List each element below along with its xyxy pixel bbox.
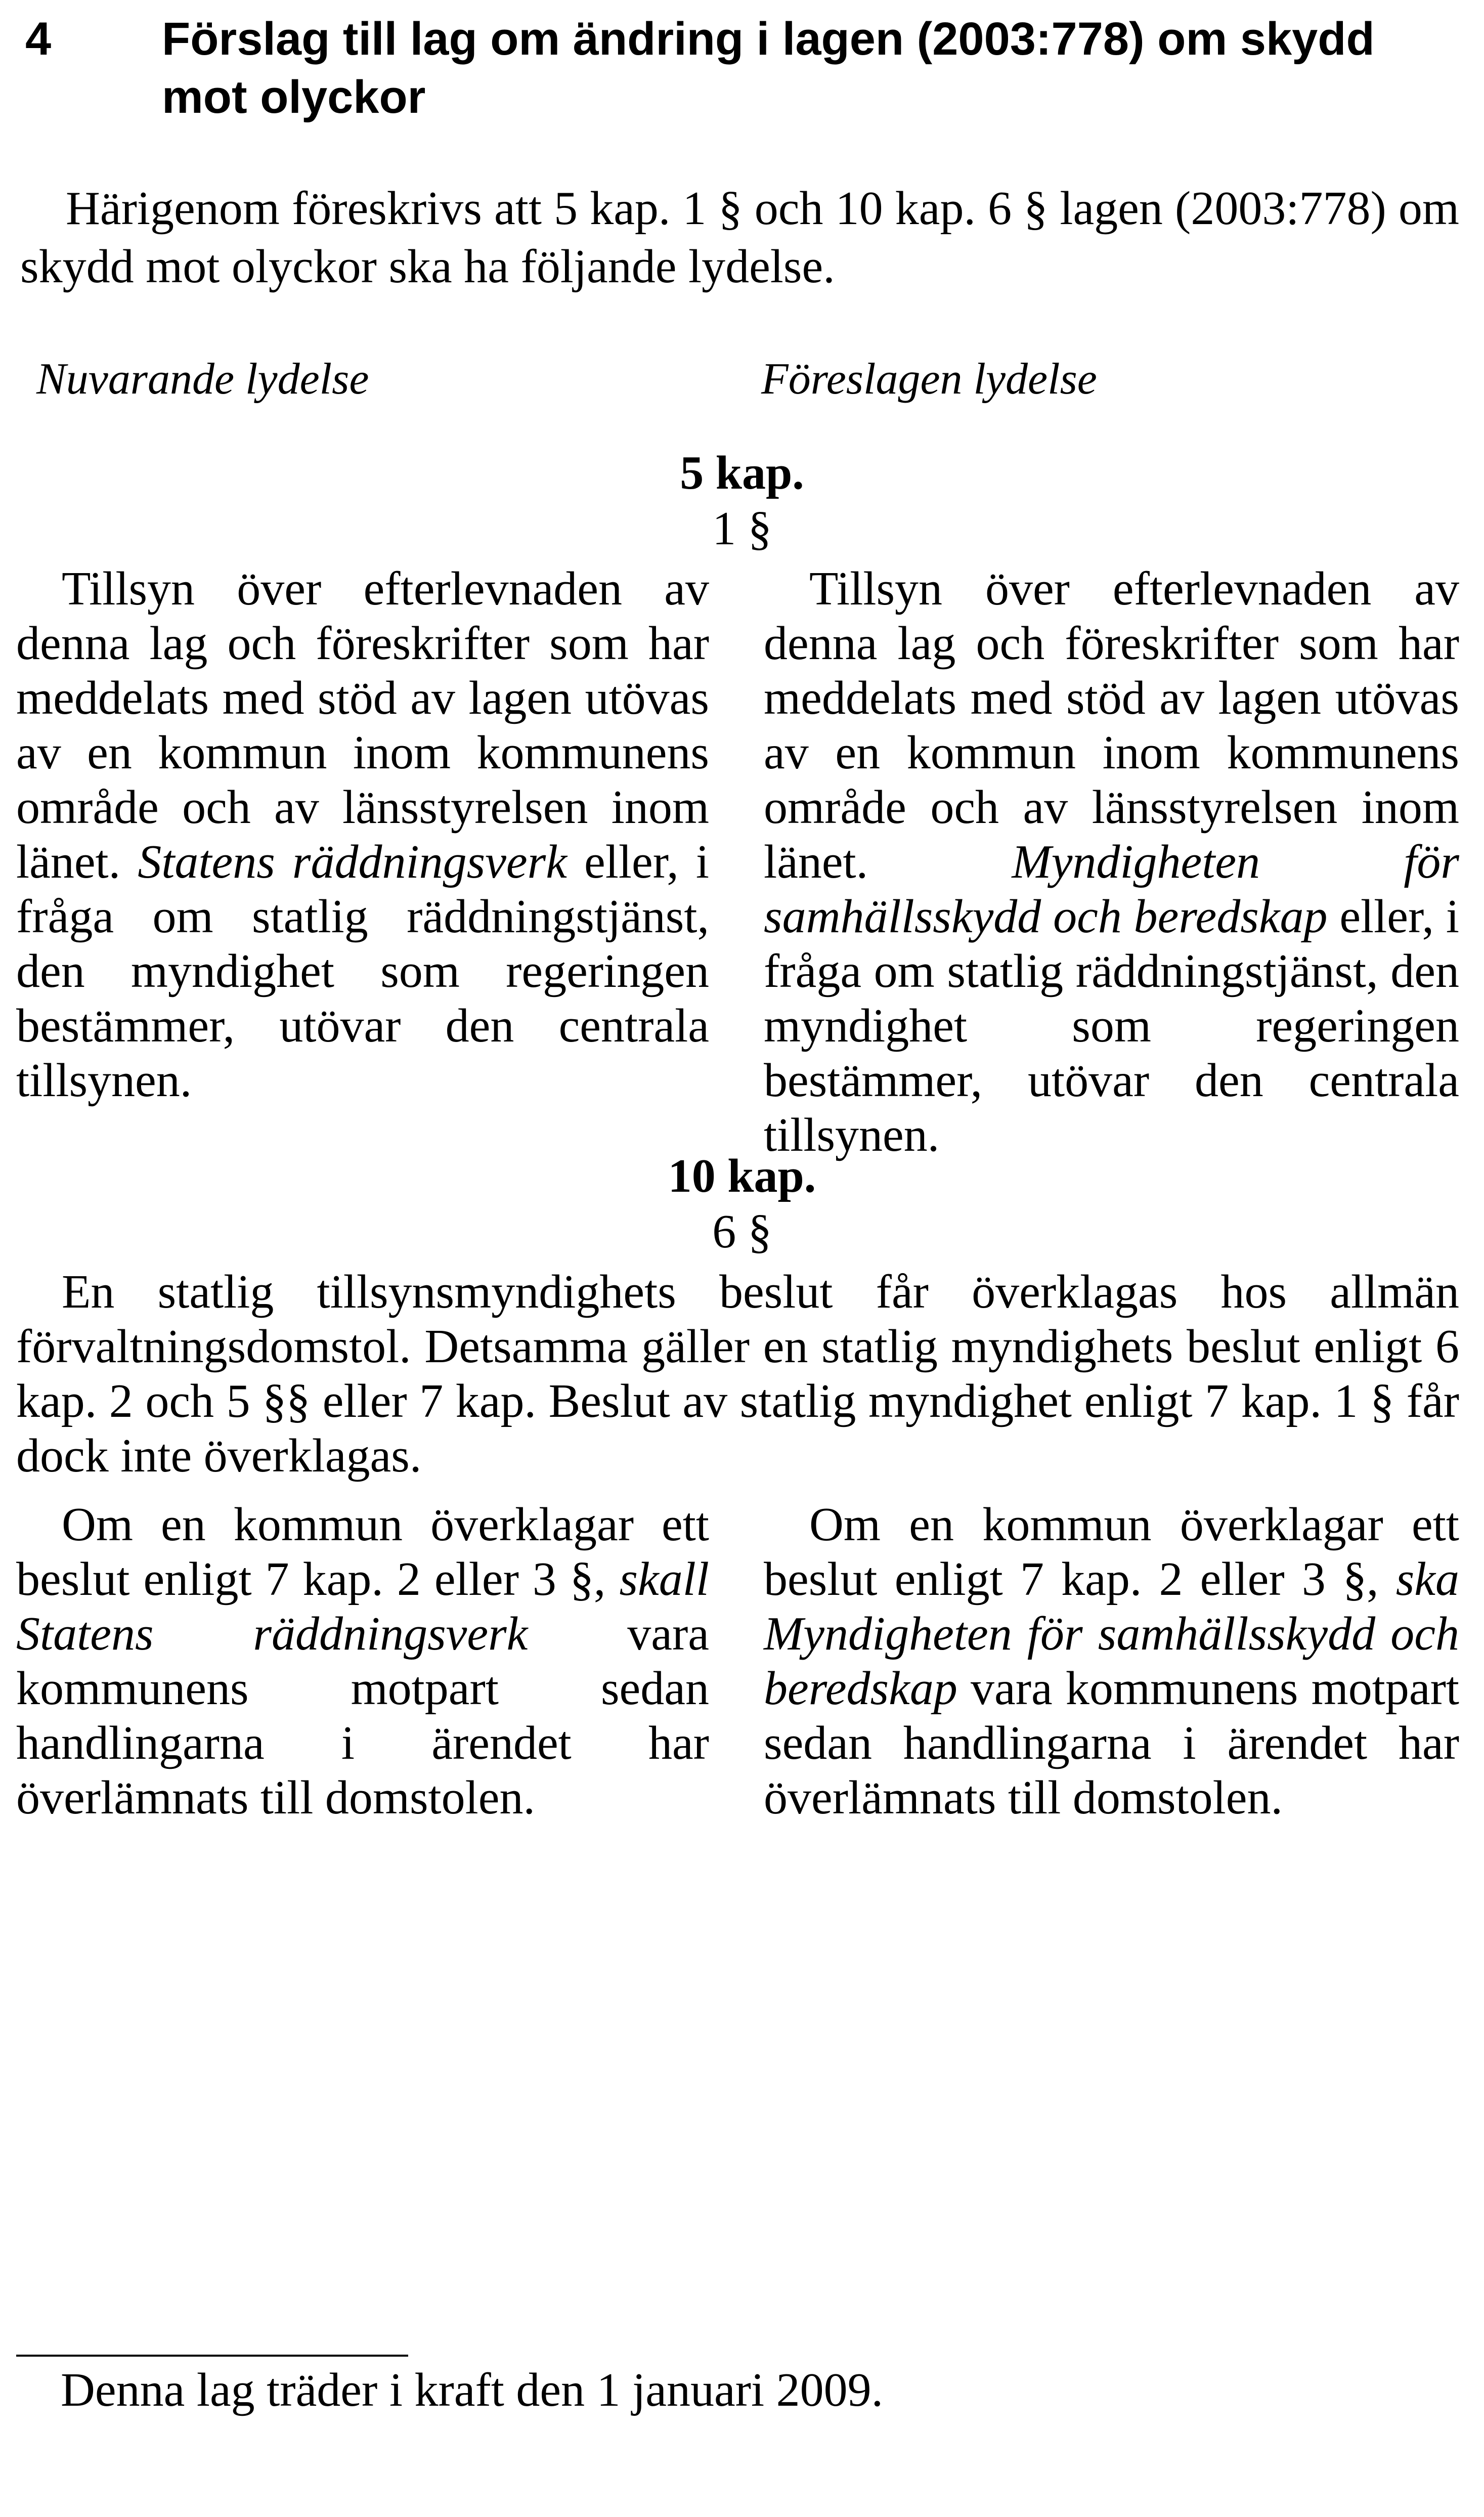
- chapter-10-common-paragraph: En statlig tillsynsmyndighets beslut får överklagas hos allmän förvaltningsdomstol. Detsamma gäller en statlig myndighets beslut enligt 6 kap. 2 och 5 §§ eller 7 kap. Beslut av statlig myndighet enligt 7 kap. 1 § får dock inte överklagas.: [16, 1266, 1459, 1482]
- chapter-5-proposed-paragraph: Tillsyn över efterlevnaden av denna lag och föreskrifter som har meddelats med stöd av lagen utövas av en kommun inom kommunens område och av länsstyrelsen inom länet. Myndigheten för samhällsskydd och beredskap eller, i fråga om statlig räddningstjänst, den myndighet som regeringen bestämmer, utövar den centrala tillsynen.: [764, 562, 1459, 1161]
- footnote-divider: [16, 2355, 408, 2357]
- current-wording-header: Nuvarande lydelse: [36, 355, 369, 404]
- chapter-10-label: 10 kap.: [668, 1150, 816, 1202]
- chapter-5-proposed-text: [764, 561, 1459, 1162]
- proposed-wording-header: Föreslagen lydelse: [761, 355, 1097, 404]
- italic-amended-term: ska Myndigheten för samhällsskydd och beredskap: [764, 1553, 1459, 1715]
- chapter-5-label: 5 kap.: [680, 447, 804, 499]
- section-number: 4: [25, 13, 52, 65]
- italic-amended-term: skall Statens räddningsverk: [16, 1553, 709, 1660]
- chapter-5-current-paragraph: Tillsyn över efterlevnaden av denna lag och föreskrifter som har meddelats med stöd av lagen utövas av en kommun inom kommunens område och av länsstyrelsen inom länet. Statens räddningsverk eller, i fråga om statlig räddningstjänst, den myndighet som regeringen bestämmer, utövar den centrala tillsynen.: [16, 562, 709, 1107]
- chapter-10-current-text: [16, 1497, 709, 1825]
- intro-paragraph: Härigenom föreskrivs att 5 kap. 1 § och 10 kap. 6 § lagen (2003:778) om skydd mot olyckor ska ha följande lydelse.: [20, 182, 1459, 293]
- chapter-5-section-label: 1 §: [712, 502, 772, 555]
- italic-amended-term: Myndigheten för samhällsskydd och beredskap: [764, 836, 1459, 943]
- italic-amended-term: Statens räddningsverk: [138, 836, 567, 888]
- chapter-10-section-label: 6 §: [712, 1205, 772, 1258]
- chapter-5-heading: [0, 445, 1484, 556]
- chapter-10-heading: [0, 1148, 1484, 1260]
- entry-into-force-note: Denna lag träder i kraft den 1 januari 2009.: [61, 2364, 884, 2416]
- chapter-10-proposed-paragraph: Om en kommun överklagar ett beslut enligt 7 kap. 2 eller 3 §, ska Myndigheten för samhällsskydd och beredskap vara kommunens motpart sedan handlingarna i ärendet har överlämnats till domstolen.: [764, 1498, 1459, 1824]
- chapter-10-current-paragraph: Om en kommun överklagar ett beslut enligt 7 kap. 2 eller 3 §, skall Statens räddningsverk vara kommunens motpart sedan handlingarna i ärendet har överlämnats till domstolen.: [16, 1498, 709, 1824]
- section-title: Förslag till lag om ändring i lagen (2003:778) om skydd mot olyckor: [162, 13, 1375, 123]
- chapter-10-proposed-text: [764, 1497, 1459, 1825]
- chapter-5-current-text: [16, 561, 709, 1108]
